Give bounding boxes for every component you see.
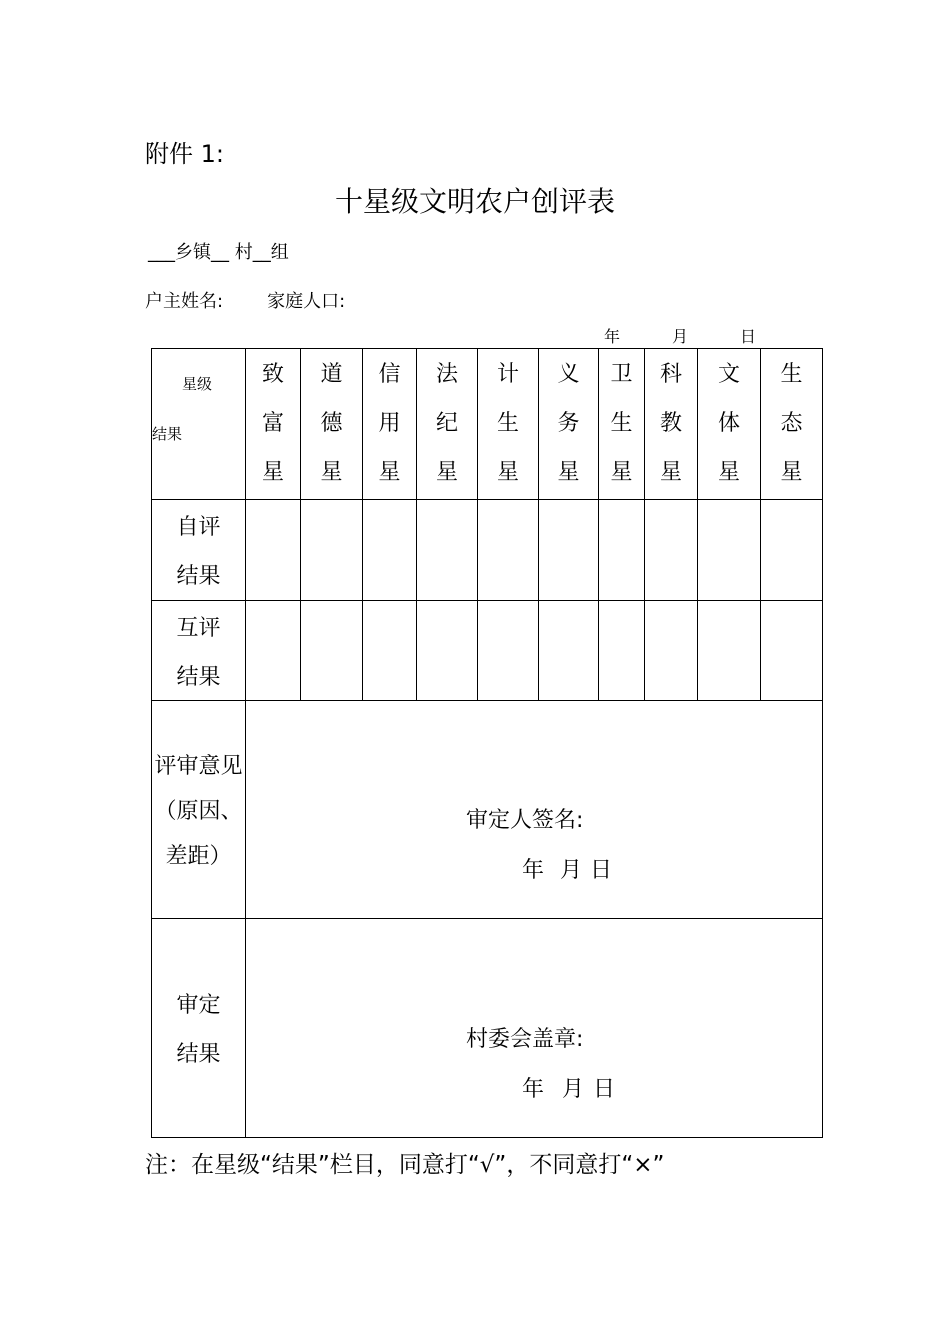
owner-name-label: 户主姓名: [145, 291, 224, 312]
stamp-label: 村委会盖章: [466, 1027, 584, 1052]
review-row [152, 701, 823, 919]
peer-eval-row [152, 601, 823, 701]
star-header-cell: 致 富 星 [246, 349, 301, 500]
final-content-cell[interactable] [246, 919, 823, 1138]
star-header-cell: 义 务 星 [539, 349, 599, 500]
self-eval-cell[interactable] [645, 500, 698, 601]
population-label: 家庭人口: [267, 291, 346, 312]
household-info [145, 287, 345, 313]
self-eval-cell[interactable] [301, 500, 363, 601]
self-eval-cell[interactable] [417, 500, 478, 601]
review-date: 年 月 日 [521, 858, 613, 883]
date-month: 月 [672, 327, 689, 346]
self-eval-cell[interactable] [599, 500, 645, 601]
peer-eval-cell[interactable] [478, 601, 539, 701]
corner-cell [152, 349, 246, 500]
star-header-cell: 法 纪 星 [417, 349, 478, 500]
evaluation-table [151, 348, 823, 1138]
peer-eval-cell[interactable] [539, 601, 599, 701]
peer-eval-cell[interactable] [599, 601, 645, 701]
attachment-label: 附件 1: [145, 140, 224, 168]
self-eval-cell[interactable] [363, 500, 417, 601]
self-eval-cell[interactable] [246, 500, 301, 601]
peer-eval-label: 互评 结果 [152, 601, 246, 701]
peer-eval-cell[interactable] [645, 601, 698, 701]
star-header-cell: 卫 生 星 [599, 349, 645, 500]
peer-eval-cell[interactable] [698, 601, 761, 701]
peer-eval-cell[interactable] [417, 601, 478, 701]
corner-top-label: 星级 [182, 375, 213, 393]
location-line: ___乡镇__ 村__组 [148, 242, 289, 263]
self-eval-cell[interactable] [478, 500, 539, 601]
star-header-cell: 道 德 星 [301, 349, 363, 500]
footnote: 注：在星级“结果”栏目，同意打“√”，不同意打“×” [145, 1152, 665, 1178]
peer-eval-cell[interactable] [301, 601, 363, 701]
star-header-row [152, 349, 823, 500]
self-eval-cell[interactable] [539, 500, 599, 601]
peer-eval-cell[interactable] [246, 601, 301, 701]
corner-bottom-label: 结果 [152, 425, 183, 443]
star-header-cell: 文 体 星 [698, 349, 761, 500]
date-day: 日 [740, 327, 757, 346]
self-eval-cell[interactable] [761, 500, 823, 601]
peer-eval-cell[interactable] [363, 601, 417, 701]
self-eval-row [152, 500, 823, 601]
final-row [152, 919, 823, 1138]
form-title: 十星级文明农户创评表 [334, 185, 615, 218]
self-eval-cell[interactable] [698, 500, 761, 601]
star-header-cell: 计 生 星 [478, 349, 539, 500]
signer-label: 审定人签名: [466, 808, 584, 833]
peer-eval-cell[interactable] [761, 601, 823, 701]
final-label: 审定 结果 [152, 919, 246, 1138]
final-date: 年 月 日 [521, 1077, 616, 1102]
header-date [604, 324, 756, 347]
review-label: 评审意见 （原因、 差距） [152, 701, 246, 919]
date-year: 年 [604, 327, 621, 346]
star-header-cell: 生 态 星 [761, 349, 823, 500]
review-content-cell[interactable] [246, 701, 823, 919]
star-header-cell: 科 教 星 [645, 349, 698, 500]
star-header-cell: 信 用 星 [363, 349, 417, 500]
self-eval-label: 自评 结果 [152, 500, 246, 601]
